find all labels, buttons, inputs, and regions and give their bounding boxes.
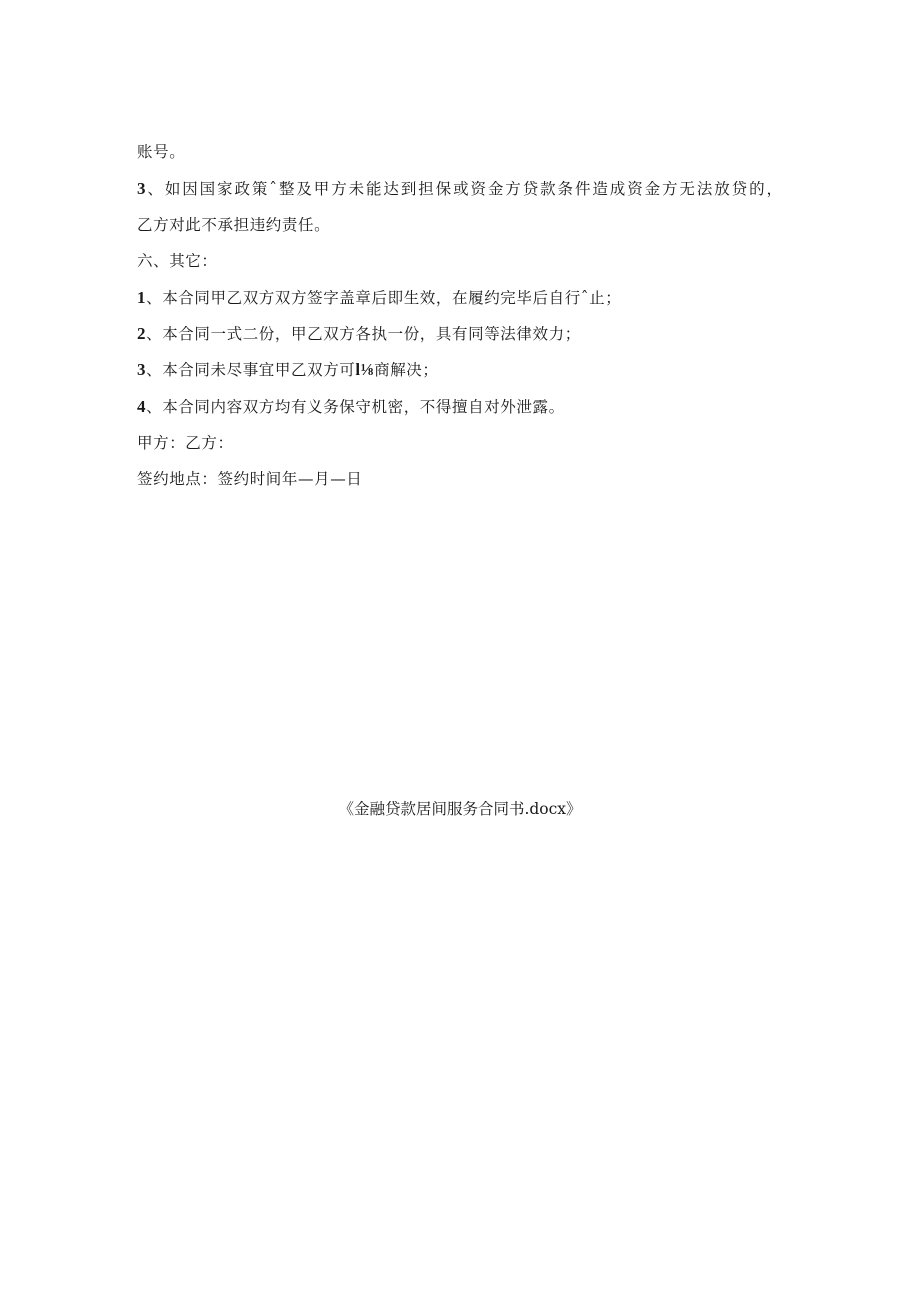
clause-5-3-continuation xyxy=(137,215,330,235)
clause-6-4 xyxy=(137,397,565,417)
filename-text: 《金融贷款居间服务合同书.docx》 xyxy=(338,800,582,818)
clause-5-3 xyxy=(137,179,782,199)
signing-place-date-text: 签约地点：签约时间年—月—日 xyxy=(137,470,363,488)
paragraph-text: 乙方对此不承担违约责任。 xyxy=(137,216,331,234)
clause-6-1 xyxy=(137,288,621,308)
section-heading-other xyxy=(137,251,218,271)
clause-number: 4 xyxy=(137,397,147,416)
party-labels: 甲方：乙方： xyxy=(137,434,234,452)
clause-text: 、本合同未尽事宜甲乙双方可 xyxy=(146,361,356,379)
clause-text: 、本合同内容双方均有义务保守机密，不得擅自对外泄露。 xyxy=(146,398,565,416)
clause-number: 2 xyxy=(137,324,147,343)
clause-text: 、如因国家政策ˆ整及甲方未能达到担保或资金方贷款条件造成资金方无法放贷的， xyxy=(145,180,782,198)
document-filename-footer xyxy=(0,798,920,820)
clause-6-2 xyxy=(137,324,581,344)
party-signature-line xyxy=(137,433,234,453)
clause-number: 3 xyxy=(137,179,146,198)
clause-text-tail: 商解决； xyxy=(374,361,439,379)
clause-text: 、本合同甲乙双方双方签字盖章后即生效，在履约完毕后自行ˆ止； xyxy=(146,289,622,307)
clause-text: 、本合同一式二份，甲乙双方各执一份，具有同等法律效力； xyxy=(146,325,581,343)
paragraph-account-number xyxy=(137,142,185,162)
clause-number: 1 xyxy=(137,288,147,307)
clause-6-3 xyxy=(137,360,439,380)
clause-number: 3 xyxy=(137,360,147,379)
paragraph-text: 账号。 xyxy=(137,143,186,161)
clause-garbled-chars: l⅛ xyxy=(355,360,375,379)
section-heading-text: 六、其它： xyxy=(137,252,218,270)
signing-place-date-line xyxy=(137,469,362,489)
